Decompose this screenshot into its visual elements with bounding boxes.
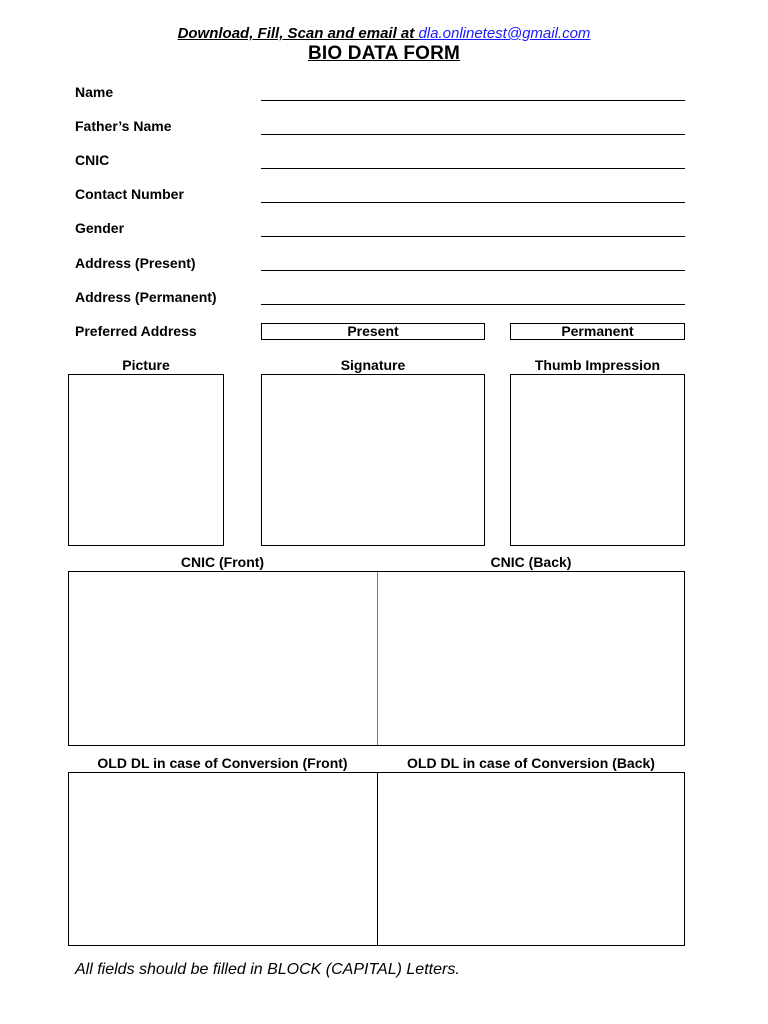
cnic-back-box[interactable] bbox=[377, 572, 685, 745]
instruction-text bbox=[0, 25, 768, 42]
father-name-field[interactable] bbox=[261, 134, 685, 135]
old-dl-back-label: OLD DL in case of Conversion (Back) bbox=[407, 755, 655, 771]
address-present-label: Address (Present) bbox=[75, 255, 196, 271]
contact-number-field[interactable] bbox=[261, 202, 685, 203]
footer-note: All fields should be filled in BLOCK (CAPITAL) Letters. bbox=[75, 961, 460, 978]
cnic-field[interactable] bbox=[261, 168, 685, 169]
email-link[interactable]: dla.onlinetest@gmail.com bbox=[418, 25, 591, 42]
signature-label: Signature bbox=[340, 357, 406, 373]
contact-number-label: Contact Number bbox=[75, 186, 184, 202]
old-dl-front-label: OLD DL in case of Conversion (Front) bbox=[97, 755, 348, 771]
picture-box[interactable] bbox=[68, 374, 224, 546]
gender-field[interactable] bbox=[261, 236, 685, 237]
father-name-label: Father’s Name bbox=[75, 118, 172, 134]
cnic-front-label: CNIC (Front) bbox=[180, 554, 265, 570]
old-dl-back-box[interactable] bbox=[377, 773, 685, 945]
cnic-upload-area bbox=[68, 571, 685, 746]
name-field[interactable] bbox=[261, 100, 685, 101]
cnic-front-box[interactable] bbox=[69, 572, 377, 745]
thumb-impression-label: Thumb Impression bbox=[534, 357, 661, 373]
picture-label: Picture bbox=[122, 357, 170, 373]
cnic-back-label: CNIC (Back) bbox=[490, 554, 572, 570]
name-label: Name bbox=[75, 84, 114, 100]
preferred-address-label: Preferred Address bbox=[75, 323, 197, 339]
instruction-prefix: Download, Fill, Scan and email at bbox=[177, 25, 419, 42]
old-dl-upload-area bbox=[68, 772, 685, 946]
old-dl-front-box[interactable] bbox=[69, 773, 377, 945]
thumb-impression-box[interactable] bbox=[510, 374, 685, 546]
cnic-label: CNIC bbox=[75, 152, 110, 168]
form-title: BIO DATA FORM bbox=[307, 43, 461, 64]
address-permanent-field[interactable] bbox=[261, 304, 685, 305]
signature-box[interactable] bbox=[261, 374, 485, 546]
address-permanent-label: Address (Permanent) bbox=[75, 289, 217, 305]
address-present-field[interactable] bbox=[261, 270, 685, 271]
gender-label: Gender bbox=[75, 220, 125, 236]
preferred-permanent-option[interactable]: Permanent bbox=[510, 323, 685, 340]
preferred-present-option[interactable]: Present bbox=[261, 323, 485, 340]
